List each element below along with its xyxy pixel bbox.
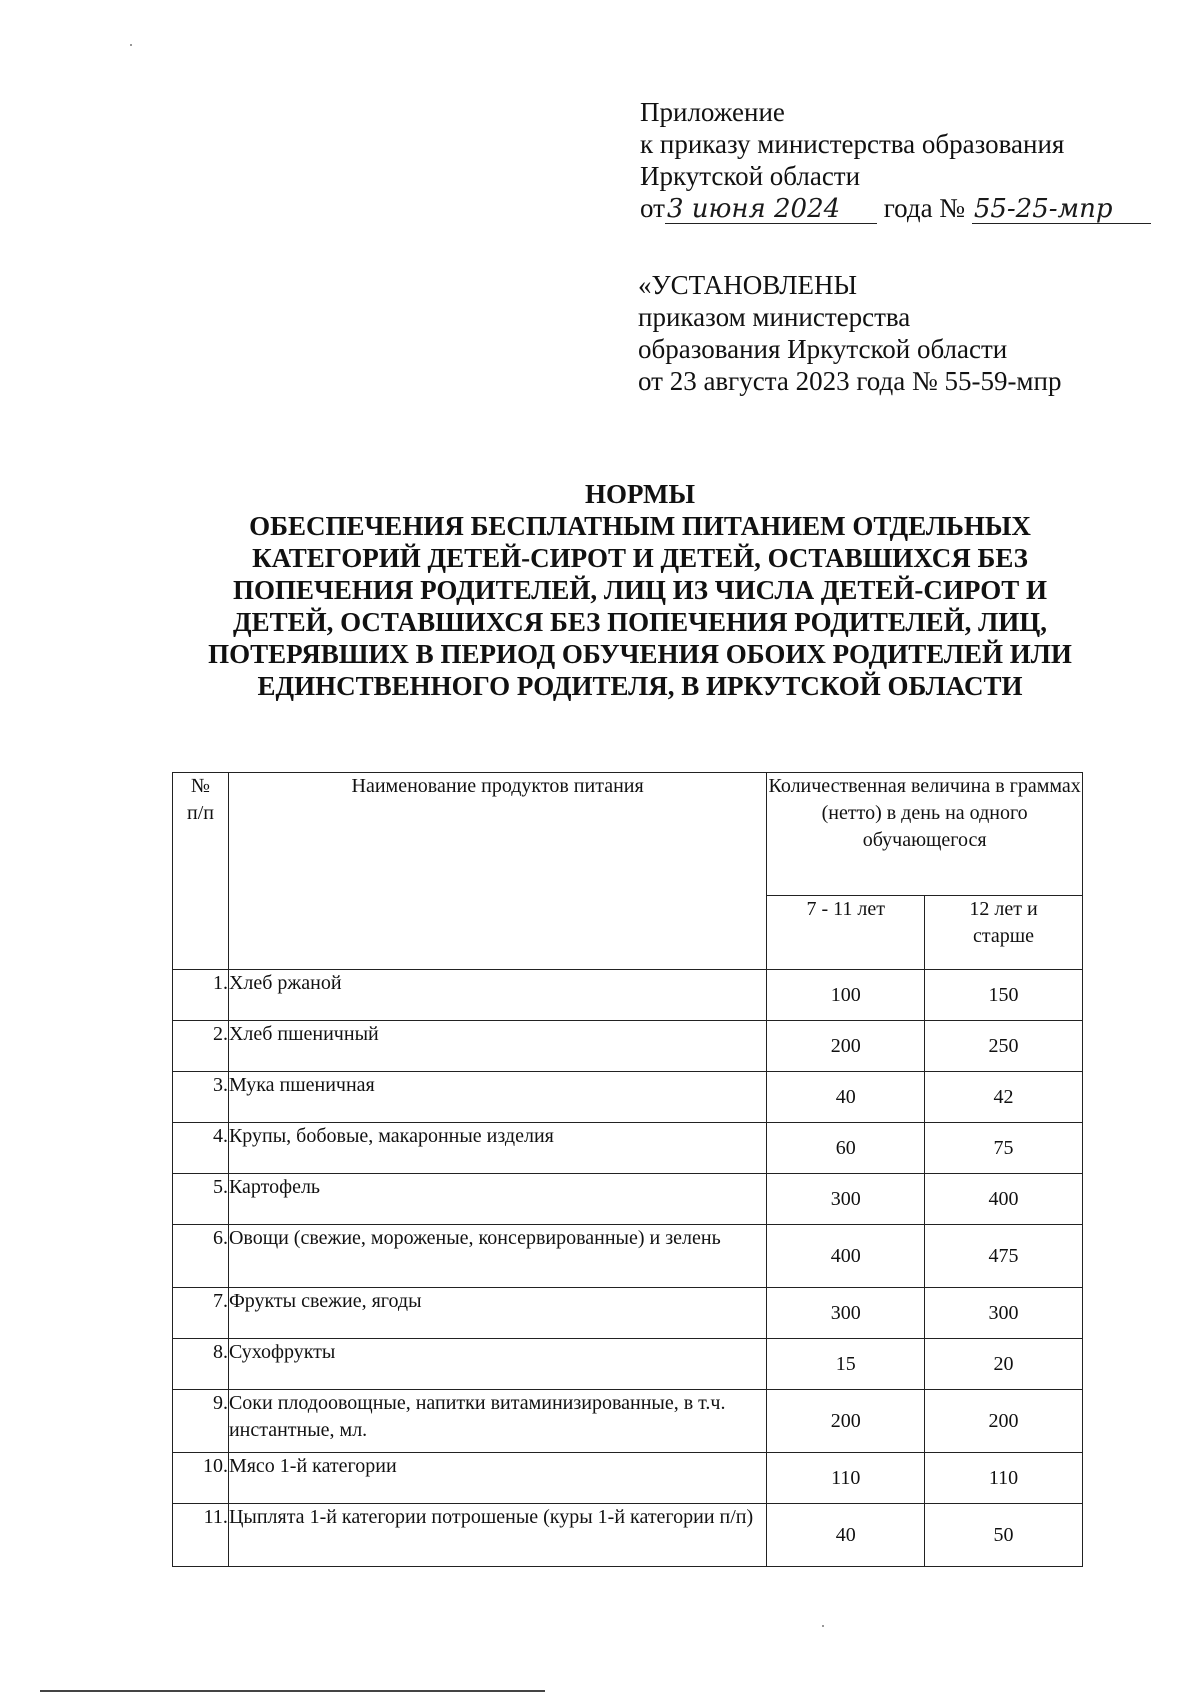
established-line-3: образования Иркутской области: [638, 334, 1008, 364]
title-line-3: КАТЕГОРИЙ ДЕТЕЙ-СИРОТ И ДЕТЕЙ, ОСТАВШИХСЯ БЕЗ: [252, 543, 1028, 573]
table-row: [173, 970, 1083, 1021]
row-value-7-11: 40: [767, 1072, 925, 1123]
header-age-12-plus-line-2: старше: [973, 925, 1035, 947]
row-value-12-plus: 50: [925, 1504, 1083, 1567]
row-value-7-11: 300: [767, 1174, 925, 1225]
title-line-5: ДЕТЕЙ, ОСТАВШИХСЯ БЕЗ ПОПЕЧЕНИЯ РОДИТЕЛЕЙ, ЛИЦ,: [233, 607, 1047, 637]
header-age-12-plus-line-1: 12 лет и: [969, 898, 1038, 920]
header-number-symbol: №: [190, 775, 211, 797]
row-number: 2.: [173, 1021, 229, 1072]
row-value-7-11: 15: [767, 1339, 925, 1390]
table-row: [173, 1453, 1083, 1504]
row-value-12-plus: 200: [925, 1390, 1083, 1453]
row-value-7-11: 110: [767, 1453, 925, 1504]
table-row: [173, 1123, 1083, 1174]
row-value-7-11: 60: [767, 1123, 925, 1174]
row-value-7-11: 40: [767, 1504, 925, 1567]
row-number: 11.: [173, 1504, 229, 1567]
established-line-4: от 23 августа 2023 года № 55-59-мпр: [638, 366, 1062, 396]
row-number: 5.: [173, 1174, 229, 1225]
row-value-7-11: 200: [767, 1390, 925, 1453]
title-line-6: ПОТЕРЯВШИХ В ПЕРИОД ОБУЧЕНИЯ ОБОИХ РОДИТЕЛЕЙ ИЛИ: [208, 639, 1072, 669]
row-product-name: Мясо 1-й категории: [228, 1453, 766, 1504]
row-number: 9.: [173, 1390, 229, 1453]
row-value-12-plus: 300: [925, 1288, 1083, 1339]
row-value-12-plus: 400: [925, 1174, 1083, 1225]
row-number: 6.: [173, 1225, 229, 1288]
appendix-year-label: года №: [883, 193, 966, 223]
row-value-7-11: 100: [767, 970, 925, 1021]
row-value-7-11: 300: [767, 1288, 925, 1339]
row-value-7-11: 400: [767, 1225, 925, 1288]
header-number: [173, 773, 229, 970]
row-product-name: Овощи (свежие, мороженые, консервированные) и зелень: [228, 1225, 766, 1288]
row-value-12-plus: 42: [925, 1072, 1083, 1123]
nutrition-norms-table: [172, 772, 1083, 1567]
appendix-from-prefix: от: [640, 193, 665, 223]
appendix-block: [640, 96, 1160, 224]
header-age-12-plus: [925, 896, 1083, 970]
established-line-1: «УСТАНОВЛЕНЫ: [638, 270, 858, 300]
title-line-1: НОРМЫ: [585, 479, 695, 509]
row-product-name: Цыплята 1-й категории потрошеные (куры 1-й категории п/п): [228, 1504, 766, 1567]
row-product-name: Хлеб ржаной: [228, 970, 766, 1021]
row-product-name: Мука пшеничная: [228, 1072, 766, 1123]
table-row: [173, 1390, 1083, 1453]
title-line-7: ЕДИНСТВЕННОГО РОДИТЕЛЯ, В ИРКУТСКОЙ ОБЛАСТИ: [257, 671, 1023, 701]
row-number: 8.: [173, 1339, 229, 1390]
row-number: 3.: [173, 1072, 229, 1123]
handwritten-date: 3 июня 2024: [665, 195, 877, 224]
row-number: 4.: [173, 1123, 229, 1174]
table-row: [173, 1174, 1083, 1225]
row-value-12-plus: 110: [925, 1453, 1083, 1504]
row-value-12-plus: 475: [925, 1225, 1083, 1288]
scan-speck: [822, 1625, 824, 1627]
table-row: [173, 1504, 1083, 1567]
document-title: [160, 478, 1120, 702]
header-age-7-11: 7 - 11 лет: [767, 896, 925, 970]
row-product-name: Хлеб пшеничный: [228, 1021, 766, 1072]
table-row: [173, 1288, 1083, 1339]
established-block: [638, 269, 1158, 397]
title-line-2: ОБЕСПЕЧЕНИЯ БЕСПЛАТНЫМ ПИТАНИЕМ ОТДЕЛЬНЫХ: [249, 511, 1031, 541]
row-value-12-plus: 75: [925, 1123, 1083, 1174]
row-product-name: Фрукты свежие, ягоды: [228, 1288, 766, 1339]
row-product-name: Соки плодоовощные, напитки витаминизированные, в т.ч. инстантные, мл.: [228, 1390, 766, 1453]
table-row: [173, 1225, 1083, 1288]
established-line-2: приказом министерства: [638, 302, 911, 332]
table-row: [173, 1339, 1083, 1390]
appendix-line-3: Иркутской области: [640, 161, 861, 191]
row-product-name: Картофель: [228, 1174, 766, 1225]
header-number-abbr: п/п: [186, 802, 214, 824]
table-body: [173, 970, 1083, 1567]
row-value-12-plus: 20: [925, 1339, 1083, 1390]
header-product-name: Наименование продуктов питания: [228, 773, 766, 970]
table-row: [173, 1072, 1083, 1123]
row-value-12-plus: 150: [925, 970, 1083, 1021]
row-number: 10.: [173, 1453, 229, 1504]
table-row: [173, 1021, 1083, 1072]
table-header: [173, 773, 1083, 970]
header-quantity: Количественная величина в граммах (нетто) в день на одного обучающегося: [767, 773, 1083, 896]
row-number: 7.: [173, 1288, 229, 1339]
appendix-line-2: к приказу министерства образования: [640, 129, 1065, 159]
appendix-line-1: Приложение: [640, 97, 785, 127]
title-line-4: ПОПЕЧЕНИЯ РОДИТЕЛЕЙ, ЛИЦ ИЗ ЧИСЛА ДЕТЕЙ-СИРОТ И: [232, 575, 1048, 605]
handwritten-order-number: 55-25-мпр: [972, 195, 1151, 224]
row-value-7-11: 200: [767, 1021, 925, 1072]
scan-bottom-rule: [40, 1690, 545, 1692]
row-product-name: Крупы, бобовые, макаронные изделия: [228, 1123, 766, 1174]
row-value-12-plus: 250: [925, 1021, 1083, 1072]
row-product-name: Сухофрукты: [228, 1339, 766, 1390]
scan-speck: [130, 44, 132, 46]
row-number: 1.: [173, 970, 229, 1021]
appendix-order-line: [640, 192, 1160, 224]
